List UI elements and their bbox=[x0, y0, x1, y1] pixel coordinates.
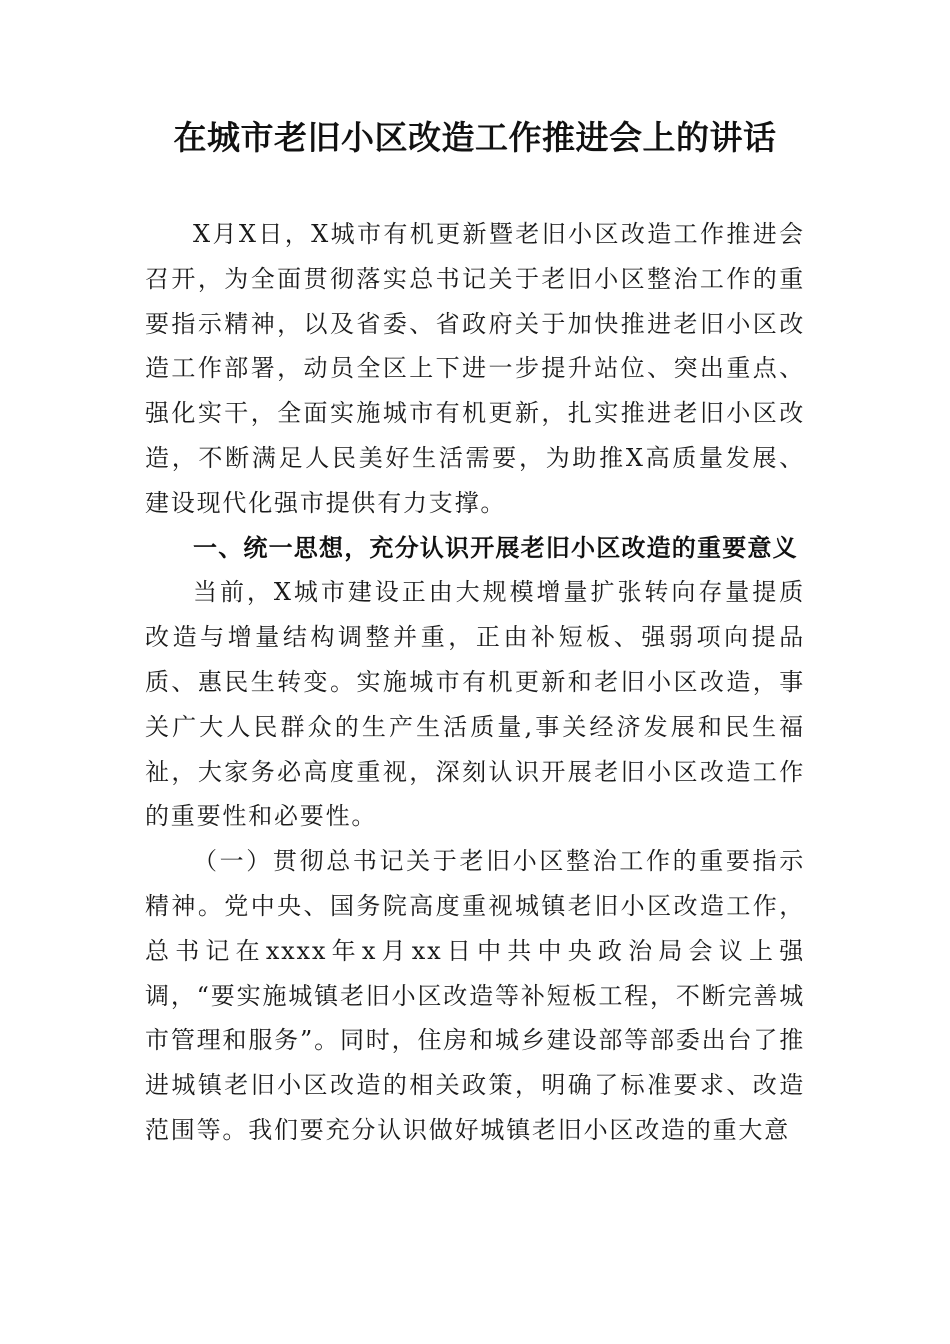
subsection-1-paragraph: （一）贯彻总书记关于老旧小区整治工作的重要指示精神。党中央、国务院高度重视城镇老旧小区改造工作，总书记在xxxx年x月xx日中共中央政治局会议上强调，“要实施城镇老旧小区改造等补短板工程，不断完善城市管理和服务”。同时，住房和城乡建设部等部委出台了推进城镇老旧小区改造的相关政策，明确了标准要求、改造范围等。我们要充分认识做好城镇老旧小区改造的重大意 bbox=[145, 847, 805, 1144]
document-title: 在城市老旧小区改造工作推进会上的讲话 bbox=[173, 118, 777, 157]
document-body bbox=[145, 212, 805, 1153]
intro-paragraph: X月X日，X城市有机更新暨老旧小区改造工作推进会召开，为全面贯彻落实总书记关于老旧小区整治工作的重要指示精神，以及省委、省政府关于加快推进老旧小区改造工作部署，动员全区上下进一步提升站位、突出重点、强化实干，全面实施城市有机更新，扎实推进老旧小区改造，不断满足人民美好生活需要，为助推X高质量发展、建设现代化强市提供有力支撑。 bbox=[145, 220, 805, 517]
section-heading-1: 一、统一思想，充分认识开展老旧小区改造的重要意义 bbox=[193, 533, 798, 562]
section-1-paragraph: 当前，X城市建设正由大规模增量扩张转向存量提质改造与增量结构调整并重，正由补短板、强弱项向提品质、惠民生转变。实施城市有机更新和老旧小区改造，事关广大人民群众的生产生活质量,事关经济发展和民生福祉，大家务必高度重视，深刻认识开展老旧小区改造工作的重要性和必要性。 bbox=[145, 578, 805, 831]
